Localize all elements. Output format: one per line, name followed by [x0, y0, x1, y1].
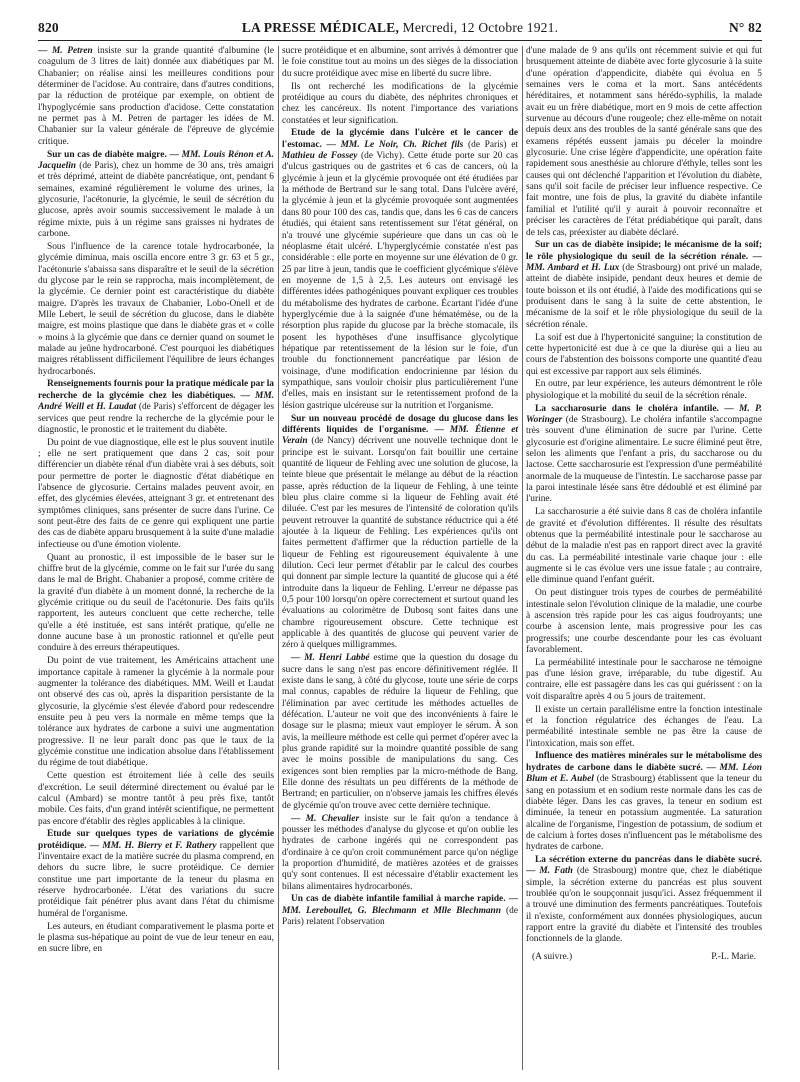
- section-heading: Sur un cas de diabète maigre. —: [47, 149, 179, 160]
- section-paragraph: [38, 379, 274, 436]
- body-paragraph: [38, 553, 274, 655]
- section-heading: Renseignements fournis pour la pratique médicale par la recherche de la glycémie chez les diabétiques. —: [38, 379, 274, 401]
- body-paragraph: [38, 656, 274, 769]
- paragraph-text: Du point de vue traitement, les Américains attachent une importance capitale à ramener la glycémie à la normale pour augmenter la tolérance des diabétiques. MM. Weill et Laudat ont observé des cas où, après la disparition persistante de la glycosurie, la glycémie s'est élevée d'abord pour redescendre ensuite peu à peu vers la normale en même temps que la tolérance aux hydrates de carbone a suivi une augmentation progressive. Il ne leur paraît donc pas que le taux de la glycémie constitue une indication absolue dans l'établissement du régime de tout diabétique.: [38, 656, 274, 769]
- section-heading: Etude sur quelques types de variations de glycémie protéidique. —: [38, 829, 274, 851]
- column-3: [526, 46, 762, 1070]
- body-paragraph: [282, 82, 518, 127]
- body-paragraph: [526, 705, 762, 750]
- issue-date: Mercredi, 12 Octobre 1921.: [402, 20, 559, 35]
- paragraph-text: insiste sur le fait qu'on a tendance à pousser les méthodes d'analyse du glycose et qu'on oublie les hydrates de carbone ingérés qui ne correspondent pas d'ordinaire à ce qu'on croit communément parce qu'on néglige la proportion d'humidité, de matières azotées et de graisses qu'y sont contenues. Il est nécessaire d'établir exactement les bilans alimentaires hydrocarbonés.: [282, 813, 518, 892]
- paragraph-text: La saccharosurie a été suivie dans 8 cas de choléra infantile de gravité et d'évolution différentes. Il résulte des résultats obtenus que la perméabilité intestinale pour le saccharose au début de la maladie n'est pas en rapport direct avec la gravité du cas. La perméabilité intestinale varie chaque jour : elle augmente si le cas évolue vers une issue fatale ; au contraire, elle diminue quand l'enfant guérit.: [526, 507, 762, 586]
- section-paragraph: [38, 150, 274, 241]
- author-signature: P.-L. Marie.: [711, 951, 756, 962]
- author-names: Mathieu de Fossey: [282, 151, 358, 162]
- paragraph-text: Cette question est étroitement liée à celle des seuils d'excrétion. Le seuil déterminé directement ou évalué par le calcul (Ambard) se montre tantôt à peu près fixe, tantôt mobile. Ces faits, d'un grand intérêt scientifique, ne permettent pas encore d'établir des règles applicables à la clinique.: [38, 771, 274, 827]
- page-number: 820: [38, 20, 59, 35]
- body-paragraph: [526, 46, 762, 239]
- paragraph-text: On peut distinguer trois types de courbes de perméabilité intestinale selon l'évolution clinique de la maladie, une courbe à ascension très rapide pour les cas aigus foudroyants; une courbe à ascension lente, mais progressive pour les cas progressifs; une courbe descendante pour les cas évoluant favorablement.: [526, 588, 762, 655]
- paragraph-text: (de Strasbourg) montre que, chez le diabétique simple, la sécrétion externe du pancréas est plus souvent troublée qu'on le soupçonnait jusqu'ici. Assez fréquemment il a trouvé une diminution des ferments pancréatiques. Toutefois il n'existe, conformément aux données physiologiques, aucun rapport entre la gravité du diabète et l'intensité des troubles fonctionnels de la glande.: [526, 866, 762, 945]
- journal-name: LA PRESSE MÉDICALE,: [241, 20, 400, 35]
- body-paragraph: [282, 814, 518, 893]
- author-names: — M. Henri Labbé: [291, 653, 370, 664]
- author-names: M. P. Woringer: [526, 403, 762, 425]
- section-paragraph: [38, 829, 274, 920]
- body-paragraph: [526, 658, 762, 703]
- column-divider: [278, 46, 279, 1070]
- article-footer: [526, 952, 762, 963]
- author-names: MM. André Weill et H. Laudat: [38, 390, 274, 413]
- author-names: MM. Léon Blum et E. Aubel: [526, 762, 762, 785]
- paragraph-text: (de Paris), chez un homme de 30 ans, très amaigri et très déprimé, atteint de diabète pancréatique, ont, pendant 6 semaines, examiné régulièrement le volume des urines, la glycosurie, l'acétonurie, la glycémie, le seuil de sécrétion du glucose, après avoir soumis successivement le malade à un régime mixte, puis à un régime sans graisses ni hydrates de carbone.: [38, 160, 274, 239]
- paragraph-text: (de Paris) s'efforcent de dégager les services que peut rendre la recherche de la glycémie pour le diagnostic, le pronostic et le traitement du diabète.: [38, 402, 274, 435]
- issue-number: N° 82: [728, 20, 762, 35]
- paragraph-text: (de Paris) et: [463, 139, 518, 150]
- paragraph-text: estime que la question du dosage du sucre dans le sang n'est pas encore définitivement réglée. Il existe dans le sang, à côté du glycose, toute une série de corps mal connus, capables de réduire la liqueur de Fehling, que l'élimination par avec certitude les méthodes actuelles de défécation. L'auteur ne voit que des inconvénients à faire le dosage sur le plasma; mieux vaut employer le sérum. À son avis, la meilleure méthode est celle qui permet d'opérer avec la plus grande rapidité sur la moindre quantité possible de sang avec le moins possible de manipulations du sang. Ces exigences sont bien remplies par la micro-méthode de Bang. Elle donne des résultats un peu différents de la méthode de Bertrand; en particulier, on n'observe jamais les chiffres élevés de glycémie qu'on trouve avec cette dernière technique.: [282, 653, 518, 811]
- paragraph-text: sucre protéidique et en albumine, sont arrivés à démontrer que le foie constitue tout au moins un des sièges de la dissociation du sucre protéidique avec mise en liberté du sucre libre.: [282, 46, 518, 79]
- paragraph-text: (de Nancy) décrivent une nouvelle technique dont le principe est le suivant. Lorsqu'on fait bouillir une certaine quantité de liqueur de Fehling avec une solution de glucose, la teinte bleue que présentait le mélange au début de la réaction passe, après réduction de la liqueur de Fehling, à une teinte bleu plus claire comme si la liqueur de Fehling avait été diluée. C'est par les mesures de l'intensité de coloration qu'ils peuvent retrouver la quantité de substance réductrice qui a été ajoutée à la liqueur de Fehling. Les expériences qu'ils ont faites permettent d'affirmer que la réduction partielle de la liqueur de Fehling est rigoureusement équivalente à une dilution. Ceci leur permet d'établir par le calcul des courbes qui donnent par simple lecture la quantité de glucose qui a été introduite dans la liqueur de Fehling. L'erreur ne dépasse pas 0,5 pour 100 lorsqu'on opère correctement et surtout quand les évaluations au colorimètre de Dubosq sont faites dans une chambre rigoureusement obscure. Cette technique est applicable à des quantités de glucose qui peuvent varier de zéro à quelques milligrammes.: [282, 436, 518, 651]
- section-paragraph: [526, 404, 762, 506]
- section-heading: La sécrétion externe du pancréas dans le diabète sucré. —: [526, 855, 762, 877]
- body-paragraph: [38, 922, 274, 956]
- paragraph-text: Du point de vue diagnostique, elle est le plus souvent inutile ; elle ne sert pratiquement que dans 2 cas, soit pour différencier un diabète rénal d'un diabète vrai à ses débuts, soit pour permettre de porter le diagnostic d'état diabétique en l'absence de glycosurie. Certains malades peuvent avoir, en effet, des glycémies élevées, atteignant 3 gr. et entretenant des symptômes cliniques, sans présenter de sucre dans l'urine. Ce sont peut-être des faits de ce genre qui expliquent une partie des cas de diabète apparu brusquement à la suite d'une maladie infectieuse ou d'une émotion violente.: [38, 437, 274, 550]
- paragraph-text: (de Strasbourg) établissent que la teneur du sang en potassium et en sodium reste normale dans les cas de diabète léger. Dans les cas graves, la teneur en sodium est diminuée, la teneur en potassium augmentée. La saturation alcaline de l'organisme, l'ingestion de potassium, de sodium et de calcium à fortes doses n'influencent pas le métabolisme des hydrates de carbone.: [526, 774, 762, 853]
- body-paragraph: [38, 242, 274, 378]
- section-heading: Un cas de diabète infantile familial à marche rapide. —: [291, 894, 518, 905]
- journal-title: [38, 20, 762, 36]
- body-paragraph: [526, 333, 762, 378]
- paragraph-text: (de Paris) relatent l'observation: [282, 905, 518, 928]
- author-names: MM. Le Noir, Ch. Richet fils: [335, 139, 464, 150]
- paragraph-text: (de Strasbourg) ont privé un malade, atteint de diabète insipide, pendant deux heures et demie de toute boisson et ils ont étudié, à l'aide des modifications qui se produisent dans le sang à la suite de cette abstention, le mécanisme de la soif et le rôle physiologique du seuil de la sécrétion rénale.: [526, 263, 762, 330]
- body-paragraph: [526, 379, 762, 402]
- paragraph-text: (de Vichy). Cette étude porte sur 20 cas d'ulcus gastriques ou de gastrites et 6 cas de cancers, où la glycémie à jeun et la glycémie provoquée ont été étudiées par la méthode de Bertrand sur le sang total. Dans l'ulcère avéré, la glycémie à jeun et la glycémie provoquée sont augmentées dans 80 pour 100 des cas, tandis que, dans les 6 cas de cancers étudiés, qui étaient sans retentissement sur l'état général, on n'a trouvé une glycémie supérieure que dans un cas où le néoplasme était ulcéré. L'hyperglycémie constatée n'est pas considérable : elle porte en moyenne sur une élévation de 0 gr. 25 par litre à jeun, tandis que le coefficient glycémique s'élève en moyenne de 1,5 à 2,5. Les auteurs ont envisagé les différentes idées pathogéniques pouvant expliquer ces troubles du métabolisme des hydrates de carbone. Écartant l'idée d'une hyperglycémie due à la saignée d'une hématémèse, ou de la résorption plus rapide du glucose par la brèche stomacale, ils posent les hypothèses d'une insuffisance glycolytique hépatique par retentissement de la lésion sur le foie, d'un trouble du fonctionnement pancréatique par lésion de voisinage, d'une modification endocrinienne par lésion du sympathique, sans vouloir choisir plus particulièrement l'une d'elles, mais en insistant sur le retentissement profond de la lésion gastrique ulcéreuse sur la nutrition et l'organisme.: [282, 151, 518, 411]
- section-heading: Sur un cas de diabète insipide; le mécanisme de la soif; le rôle physiologique du seuil de la sécrétion rénale. —: [526, 240, 762, 262]
- body-paragraph: [38, 771, 274, 828]
- body-paragraph: [526, 507, 762, 586]
- author-names: MM. Louis Rénon et A. Jacquelin: [38, 149, 274, 171]
- section-paragraph: [282, 128, 518, 412]
- paragraph-text: rappellent que l'inventaire exact de la matière sucrée du plasma comprend, en dehors du sucre libre, le sucre protéidique. Ce dernier constitue une part importante de la teneur du plasma en réserve hydrocarbonée. L'état des variations du sucre protéidique fait pénétrer plus avant dans l'état du chimisme huméral de l'organisme.: [38, 840, 274, 919]
- body-paragraph: [38, 46, 274, 148]
- section-paragraph: [282, 414, 518, 652]
- paragraph-text: Sous l'influence de la carence totale hydrocarbonée, la glycémie diminua, mais oscilla encore entre 3 gr. 63 et 5 gr., l'acétonurie s'abaissa sans disparaître et le seuil de la sécrétion du glycose par le rein se rapprocha, mais incomplètement, de la glycémie. Ce dernier point est caractéristique du diabète maigre. D'après les travaux de Chabanier, Lobo-Onell et de Mlle Lebert, le seuil de sécrétion du glucose, dans le diabète maigre, est moins plastique que dans le diabète gras et « colle » moins à la glycémie que dans ce dernier quand on soumet le malade au jeûne hydrocarboné. C'est pourquoi les diabétiques maigres rétablissent difficilement l'équilibre de leurs échanges hydrocarbonés.: [38, 241, 274, 377]
- paragraph-text: En outre, par leur expérience, les auteurs démontrent le rôle physiologique et la mobilité du seuil de la sécrétion rénale.: [526, 379, 762, 401]
- paragraph-text: insiste sur la grande quantité d'albumine (le coagulum de 3 litres de lait) donnée aux diabétiques par M. Chabanier; on réalise ainsi les meilleures conditions pour déterminer de l'acidose. Au contraire, dans d'autres conditions, par la réduction de protéique par exemple, on obtient de l'hypoglycémie sans production d'acidose. Cette constatation ne permet pas à M. Petren de partager les idées de M. Chabanier sur la valeur générale de l'épreuve de glycémie critique.: [38, 46, 274, 147]
- section-paragraph: [282, 894, 518, 928]
- section-heading: Etude de la glycémie dans l'ulcère et le cancer de l'estomac. —: [282, 128, 518, 150]
- author-names: — M. Petren: [38, 46, 93, 56]
- author-names: M. Fath: [535, 866, 573, 877]
- running-header: [38, 20, 762, 38]
- section-heading: La saccharosurie dans le choléra infantile. —: [535, 403, 734, 414]
- section-paragraph: [526, 751, 762, 853]
- paragraph-text: d'une malade de 9 ans qu'ils ont récemment suivie et qui fut brusquement atteinte de diabète avec forte glycosurie à la suite d'une opération d'appendicite, diabète qui évolua en 5 semaines vers le coma et la mort. Sans antécédents héréditaires, et notamment sans hérédo-syphilis, la malade avait eu un frère diabétique, mort en 9 mois de cette affection survenue au décours d'une rougeole; chez elle-même on notait depuis deux ans des troubles de la santé générale sans que des examens répétés eussent jamais pu déceler la moindre glycosurie. Une crise légère d'appendicite, une opération faite rapidement sous anesthésie au chlorure d'éthyle, telles sont les causes qui ont déclenché l'apparition et l'évolution du diabète, sans qu'il soit facile de préciser leur influence respective. Ce fait montre, une fois de plus, la gravité du diabète infantile familial et l'utilité qu'il y aurait à pouvoir reconnaître et préciser les caractères de l'état prédiabétique qui paraît, dans de tels cas, préexister au diabète déclaré.: [526, 46, 762, 238]
- section-heading: Influence des matières minérales sur le métabolisme des hydrates de carbone dans le diabète sucré. —: [526, 751, 762, 773]
- column-1: [38, 46, 274, 1070]
- header-rule: [38, 40, 762, 41]
- author-names: MM. H. Bierry et F. Rathery: [99, 840, 217, 851]
- paragraph-text: La perméabilité intestinale pour le saccharose ne témoigne pas d'une lésion grave, irréparable, du tube digestif. Au contraire, elle est passagère dans les cas qui guérissent : on la voit disparaître après 4 ou 5 jours de traitement.: [526, 657, 762, 702]
- paragraph-text: La soif est due à l'hypertonicité sanguine; la constitution de cette hypertonicité est due à ce que la diurèse qui a lieu au cours de l'abstention des boissons comporte une quantité d'eau qui est excessive par rapport aux sels éliminés.: [526, 332, 762, 377]
- author-names: — M. Chevalier: [291, 813, 360, 824]
- paragraph-text: Ils ont recherché les modifications de la glycémie protéidique au cours du diabète, des néphrites chroniques et chez les cancéreux. Ils notent l'importance des variations constatées et leur signification.: [282, 81, 518, 126]
- article-columns: [38, 46, 762, 1070]
- body-paragraph: [526, 588, 762, 656]
- body-paragraph: [38, 438, 274, 551]
- section-paragraph: [526, 855, 762, 946]
- paragraph-text: Les auteurs, en étudiant comparativement le plasma porte et le plasma sus-hépatique au point de vue de leur teneur en eau, en sucre libre, en: [38, 921, 274, 955]
- author-names: MM. Ambard et H. Lux: [526, 263, 620, 274]
- author-names: MM. Étienne et Verain: [282, 424, 518, 447]
- paragraph-text: (de Strasbourg). Le choléra infantile s'accompagne très souvent d'une élimination de sucre par l'urine. Cette glycosurie est d'origine alimentaire. Le sucre éliminé peut être, selon les aliments que l'enfant a pris, du saccharose ou du lactose. Cette saccharosurie est l'expression d'une perméabilité anormale de la muqueuse de l'intestin. Le saccharose passe par la paroi intestinale lésée sans être dédoublé et est éliminé par l'urine.: [526, 415, 762, 505]
- body-paragraph: [282, 653, 518, 812]
- column-2: [282, 46, 518, 1070]
- column-divider: [522, 46, 523, 1070]
- author-names: MM. Lereboullet, G. Blechmann et Mlle Blechmann: [282, 905, 501, 916]
- section-heading: Sur un nouveau procédé de dosage du glucose dans les différents liquides de l'organisme. —: [282, 413, 518, 435]
- body-paragraph: [282, 46, 518, 80]
- continuation-note: (A suivre.): [532, 951, 573, 962]
- section-paragraph: [526, 240, 762, 331]
- paragraph-text: Il existe un certain parallélisme entre la fonction intestinale et la fonction régulatrice des échanges de l'eau. La perméabilité intestinale semble ne pas être la cause de l'intoxication, mais son effet.: [526, 704, 762, 749]
- paragraph-text: Quant au pronostic, il est impossible de le baser sur le chiffre brut de la glycémie, comme on le fait sur l'urée du sang dans le mal de Bright. Chabanier a proposé, comme critère de la gravité d'un diabète à un moment donné, la recherche de la glycémie critique ou du seuil de l'acétonurie. Des faits qu'ils rapportent, les auteurs concluent que cette recherche, telle qu'elle a été instituée, est sans intérêt pratique, qu'elle ne donne aucune base à un pronostic rationnel et qu'elle peut conduire à des erreurs thérapeutiques.: [38, 552, 274, 654]
